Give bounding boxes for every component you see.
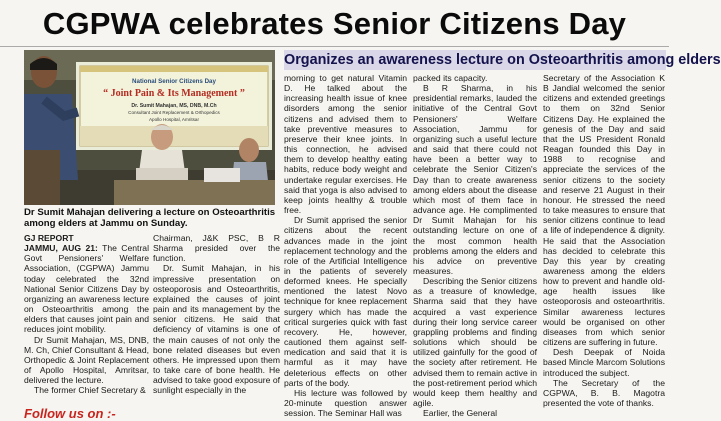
paragraph: morning to get natural Vitamin D. He talked about the increasing health issue of knee disorders among the senior citizens and advised them to take preventive measures to preserve their knee joints. In this connection, he advised them to develop healthy eating habits, reduce body weight and undertake regular exercises. He said that yoga is also advised to keep joints healthy & trouble free.	[284, 73, 407, 216]
headline: CGPWA celebrates Senior Citizens Day	[42, 6, 627, 41]
banner-line2: “ Joint Pain & Its Management ”	[103, 88, 245, 99]
paragraph: B R Sharma, in his presidential remarks, lauded the initiative of the Central Govt Pensioners' Welfare Association, Jammu for organizing such a useful lecture and said that there could not have been a better way to celebrate the Senior Citizen's Day than to create awareness among elders about the disease which most of them face in advance age. He complimented Dr Sumit Mahajan for his outstanding lecture on one of the most common health problems among the elders and his advice on preventive measures.	[413, 83, 537, 276]
top-rule	[0, 46, 669, 47]
photo-caption: Dr Sumit Mahajan delivering a lecture on Osteoarthritis among elders at Jammu on Sunday.	[24, 207, 276, 229]
article-column-5	[543, 73, 665, 420]
subheadline: Organizes an awareness lecture on Osteoarthritis among elders	[284, 52, 721, 68]
dateline: JAMMU, AUG 21:	[24, 243, 98, 254]
paragraph: packed its capacity.	[413, 73, 488, 83]
paragraph: The Secretary of the CGPWA, B. B. Magotra presented the vote of thanks.	[543, 377, 665, 408]
stage-table	[114, 180, 275, 205]
paragraph: His lecture was followed by 20-minute question answer session. The Seminar Hall was	[284, 387, 407, 419]
news-photo	[24, 50, 275, 205]
article-column-3	[284, 73, 407, 420]
byline: GJ REPORT	[24, 233, 74, 243]
banner-screen	[76, 62, 272, 150]
paragraph: Dr Sumit Mahajan, MS, DNB, M. Ch, Chief Consultant & Head, Orthopedic & Joint Replacement of Apollo Hospital, Amritsar, delivered the lecture.	[24, 334, 149, 386]
paragraph: The former Chief Secretary &	[34, 385, 146, 396]
paragraph: Dr. Sumit Mahajan, in his impressive presentation on osteoporosis and Osteoarthritis, explained the causes of joint pain and its management by the senior citizens. He said that deficiency of vitamins is one of the main causes of not only the bone related diseases but even others. He impressed upon them to take care of bone health. He advised to take good exposure of sunlight especially in the	[153, 263, 280, 396]
table-item	[204, 168, 240, 182]
banner-line3: Dr. Sumit Mahajan, MS, DNB, M.Ch	[131, 103, 217, 109]
article-column-2	[153, 233, 280, 420]
paragraph: Secretary of the Association K B Jandial welcomed the senior citizens and extended greetings to them on 32nd Senior Citizens Day. He explained the genesis of the Day and said that the US President Ronald Reagan founded this Day in 1988 to recognise and appreciate the services of the senior citizens to the society and reserve 21 August in their honour. He stressed the need to take measures to ensure that senior citizens continue to lead a life of independence & dignity. He said that the Association has decided to celebrate this Day this year by creating awareness among the elders how to prevent and handle old-age health issues like osteoporosis and osteoarthritis. Similar awareness lectures would be organised on other diseases from which senior citizens are suffering in future.	[543, 73, 665, 348]
paragraph: Dr Sumit apprised the senior citizens about the recent advances made in the joint replacement technology and the role of the Artificial Intelligence in the patients of severely deformed knees. He specially mentioned the latest Novo technique for knee replacement surgery which has made the critical surgeries quick with fast recovery. He, however, cautioned them against self- medication and said that it is harmful as it may have deleterious effects on other parts of the body.	[284, 215, 407, 388]
paragraph: The Central Govt Pensioners' Welfare Association, (CGPWA) Jammu today celebrated the 32nd National Senior Citizens Day by organizing an awareness lecture on Osteoarthritis among the elders that causes joint pain and reduces joint mobility.	[24, 243, 149, 335]
paragraph: Earlier, the General	[423, 408, 498, 419]
article-column-4	[413, 73, 537, 420]
follow-us-label: Follow us on :-	[24, 406, 116, 421]
banner-line1: National Senior Citizens Day	[132, 78, 216, 85]
paragraph: Desh Deepak of Noida based Mincle Marcom Solutions introduced the subject.	[543, 347, 665, 378]
paragraph: Describing the Senior citizens as a treasure of knowledge, Sharma said that they have acquired a vast experience during their long service career grappling problems and finding solutions which should be utilized gainfully for the good of the society after retirement. He advised them to remain active in the post-retirement period which would keep them healthy and agile.	[413, 276, 537, 408]
banner-line5: Apollo Hospital, Amritsar	[148, 117, 200, 122]
banner-line4: Consultant Joint Replacement & Orthopedics	[128, 110, 220, 115]
article-column-1	[24, 233, 149, 420]
lead-paragraph	[24, 233, 149, 335]
paragraph: Chairman, J&K PSC, B R Sharma presided over the function.	[153, 233, 280, 264]
